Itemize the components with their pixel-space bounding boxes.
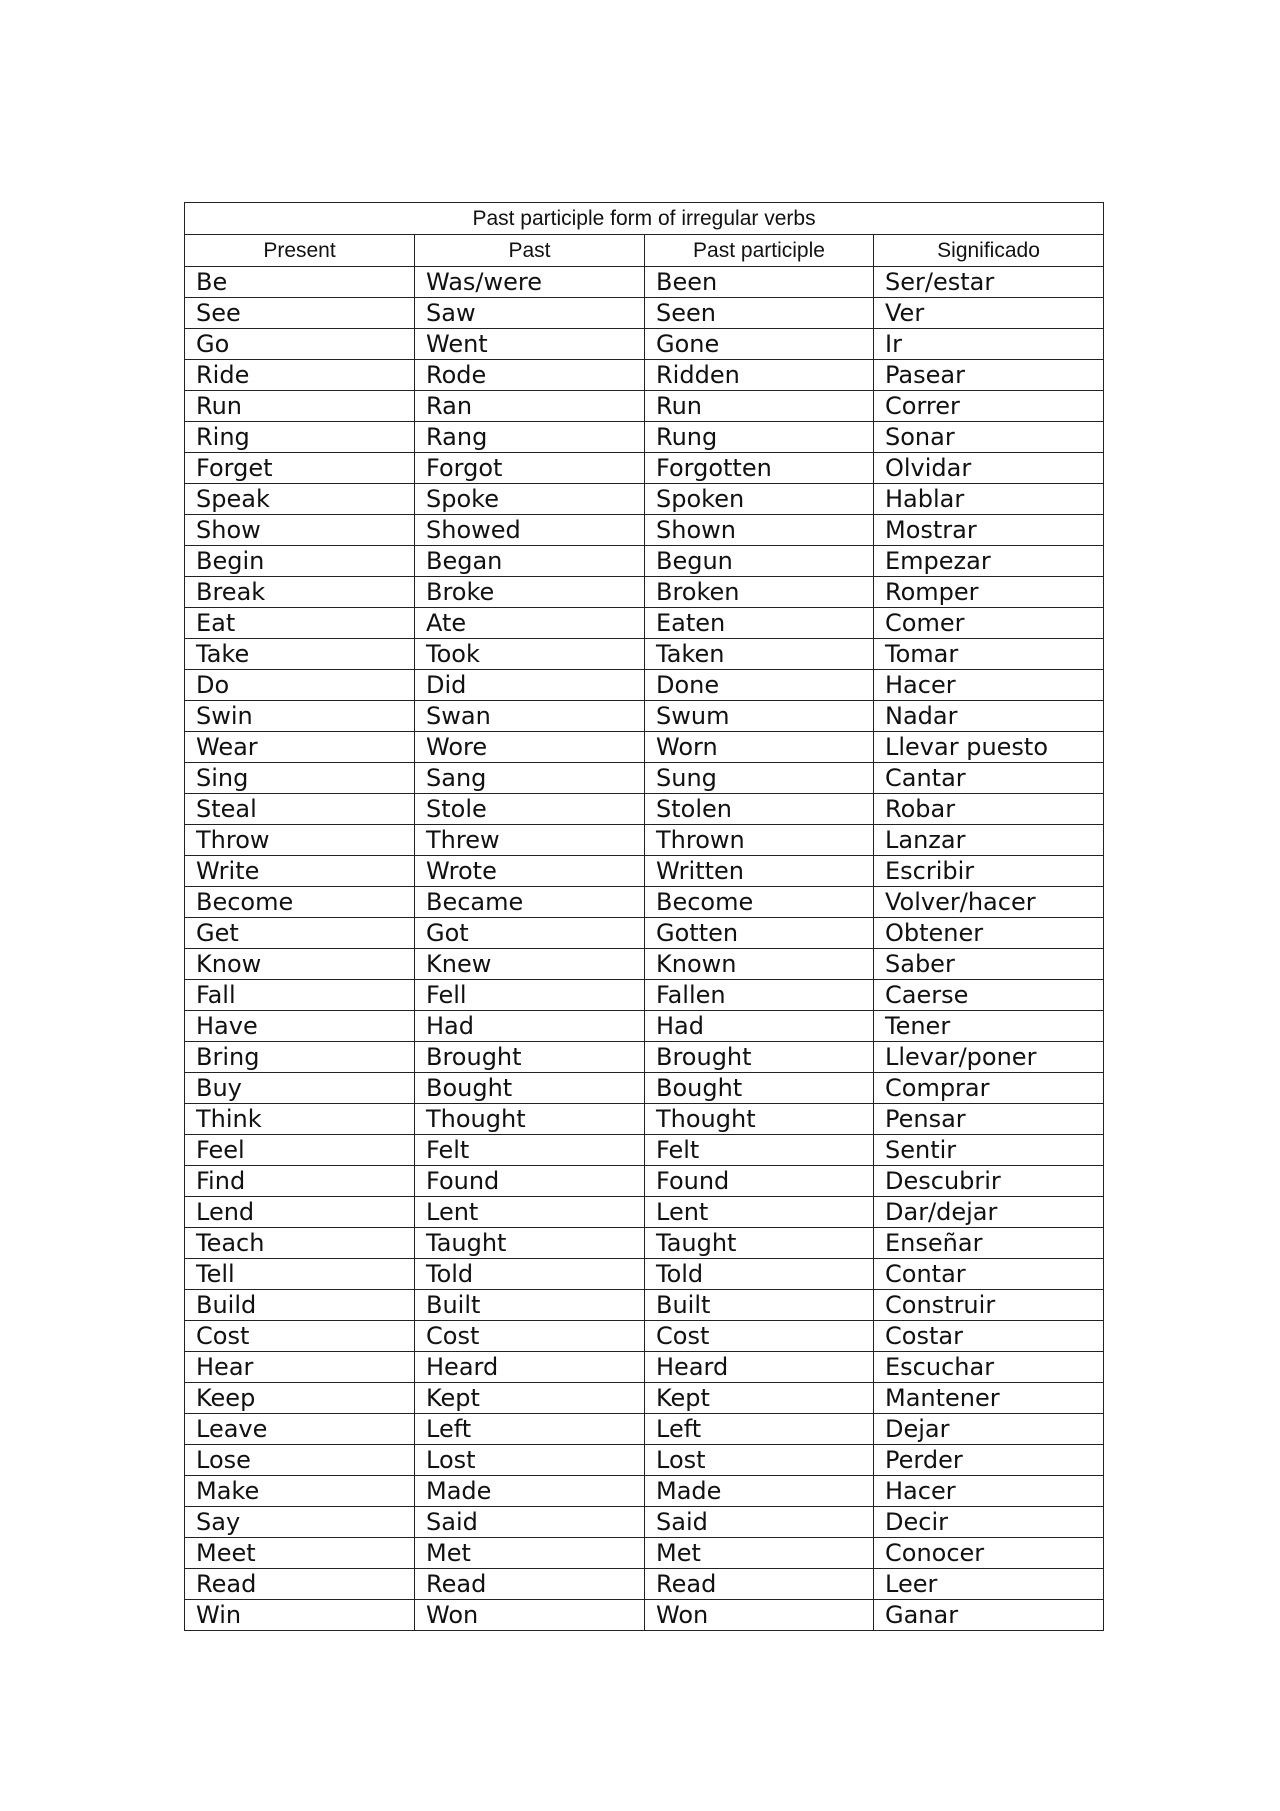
past-cell: Wrote [415, 856, 645, 887]
present-cell: Begin [185, 546, 415, 577]
significado-cell: Obtener [874, 918, 1104, 949]
past-cell: Began [415, 546, 645, 577]
past-cell: Found [415, 1166, 645, 1197]
past-cell: Ate [415, 608, 645, 639]
past-participle-cell: Run [645, 391, 874, 422]
table-body [185, 267, 1104, 1631]
present-cell: Feel [185, 1135, 415, 1166]
past-participle-cell: Kept [645, 1383, 874, 1414]
present-cell: Know [185, 949, 415, 980]
past-participle-cell: Swum [645, 701, 874, 732]
significado-cell: Mantener [874, 1383, 1104, 1414]
present-cell: Make [185, 1476, 415, 1507]
table-row [185, 1383, 1104, 1414]
past-participle-cell: Made [645, 1476, 874, 1507]
present-cell: Show [185, 515, 415, 546]
table-row [185, 1228, 1104, 1259]
significado-cell: Tener [874, 1011, 1104, 1042]
header-row [185, 235, 1104, 267]
table-row [185, 1321, 1104, 1352]
past-participle-cell: Spoken [645, 484, 874, 515]
past-cell: Told [415, 1259, 645, 1290]
past-participle-cell: Written [645, 856, 874, 887]
significado-cell: Pasear [874, 360, 1104, 391]
present-cell: Lend [185, 1197, 415, 1228]
past-cell: Cost [415, 1321, 645, 1352]
past-participle-cell: Gotten [645, 918, 874, 949]
past-cell: Showed [415, 515, 645, 546]
table-row [185, 360, 1104, 391]
past-participle-cell: Won [645, 1600, 874, 1631]
past-cell: Went [415, 329, 645, 360]
past-cell: Won [415, 1600, 645, 1631]
past-participle-cell: Lent [645, 1197, 874, 1228]
past-participle-cell: Thrown [645, 825, 874, 856]
present-cell: Keep [185, 1383, 415, 1414]
past-cell: Built [415, 1290, 645, 1321]
significado-cell: Robar [874, 794, 1104, 825]
past-participle-cell: Eaten [645, 608, 874, 639]
present-cell: Do [185, 670, 415, 701]
irregular-verbs-table [184, 202, 1104, 1631]
table-row [185, 980, 1104, 1011]
significado-cell: Ir [874, 329, 1104, 360]
past-cell: Was/were [415, 267, 645, 298]
present-cell: Say [185, 1507, 415, 1538]
past-cell: Brought [415, 1042, 645, 1073]
present-cell: Cost [185, 1321, 415, 1352]
significado-cell: Mostrar [874, 515, 1104, 546]
past-participle-cell: Known [645, 949, 874, 980]
present-cell: Hear [185, 1352, 415, 1383]
significado-cell: Leer [874, 1569, 1104, 1600]
significado-cell: Caerse [874, 980, 1104, 1011]
table-row [185, 515, 1104, 546]
past-cell: Got [415, 918, 645, 949]
table-row [185, 825, 1104, 856]
table-row [185, 422, 1104, 453]
past-participle-cell: Stolen [645, 794, 874, 825]
significado-cell: Hacer [874, 1476, 1104, 1507]
present-cell: Tell [185, 1259, 415, 1290]
table-row [185, 732, 1104, 763]
present-cell: Become [185, 887, 415, 918]
past-participle-cell: Told [645, 1259, 874, 1290]
present-cell: Ring [185, 422, 415, 453]
significado-cell: Conocer [874, 1538, 1104, 1569]
significado-cell: Decir [874, 1507, 1104, 1538]
table-row [185, 1197, 1104, 1228]
past-cell: Kept [415, 1383, 645, 1414]
present-cell: Bring [185, 1042, 415, 1073]
table-row [185, 608, 1104, 639]
present-cell: Ride [185, 360, 415, 391]
past-participle-cell: Forgotten [645, 453, 874, 484]
column-header-present: Present [185, 235, 415, 267]
table-row [185, 1073, 1104, 1104]
past-cell: Had [415, 1011, 645, 1042]
table-row [185, 1104, 1104, 1135]
past-cell: Taught [415, 1228, 645, 1259]
past-cell: Read [415, 1569, 645, 1600]
past-participle-cell: Sung [645, 763, 874, 794]
present-cell: Lose [185, 1445, 415, 1476]
column-header-past-participle: Past participle [645, 235, 874, 267]
present-cell: Break [185, 577, 415, 608]
significado-cell: Dejar [874, 1414, 1104, 1445]
table-row [185, 1352, 1104, 1383]
past-participle-cell: Cost [645, 1321, 874, 1352]
past-cell: Bought [415, 1073, 645, 1104]
present-cell: See [185, 298, 415, 329]
present-cell: Think [185, 1104, 415, 1135]
significado-cell: Comprar [874, 1073, 1104, 1104]
past-participle-cell: Done [645, 670, 874, 701]
past-cell: Thought [415, 1104, 645, 1135]
past-cell: Wore [415, 732, 645, 763]
table-row [185, 1507, 1104, 1538]
significado-cell: Sonar [874, 422, 1104, 453]
significado-cell: Pensar [874, 1104, 1104, 1135]
table-row [185, 918, 1104, 949]
past-participle-cell: Ridden [645, 360, 874, 391]
table-row [185, 391, 1104, 422]
past-cell: Became [415, 887, 645, 918]
past-cell: Did [415, 670, 645, 701]
table-row [185, 546, 1104, 577]
present-cell: Go [185, 329, 415, 360]
past-participle-cell: Heard [645, 1352, 874, 1383]
significado-cell: Construir [874, 1290, 1104, 1321]
past-cell: Said [415, 1507, 645, 1538]
past-participle-cell: Begun [645, 546, 874, 577]
table-row [185, 701, 1104, 732]
table-row [185, 1600, 1104, 1631]
significado-cell: Contar [874, 1259, 1104, 1290]
table-row [185, 856, 1104, 887]
table-row [185, 1538, 1104, 1569]
significado-cell: Romper [874, 577, 1104, 608]
present-cell: Meet [185, 1538, 415, 1569]
present-cell: Get [185, 918, 415, 949]
column-header-past: Past [415, 235, 645, 267]
significado-cell: Olvidar [874, 453, 1104, 484]
significado-cell: Tomar [874, 639, 1104, 670]
past-participle-cell: Taught [645, 1228, 874, 1259]
present-cell: Buy [185, 1073, 415, 1104]
significado-cell: Llevar/poner [874, 1042, 1104, 1073]
significado-cell: Costar [874, 1321, 1104, 1352]
present-cell: Take [185, 639, 415, 670]
past-cell: Fell [415, 980, 645, 1011]
past-participle-cell: Had [645, 1011, 874, 1042]
past-cell: Took [415, 639, 645, 670]
present-cell: Swin [185, 701, 415, 732]
significado-cell: Hablar [874, 484, 1104, 515]
significado-cell: Lanzar [874, 825, 1104, 856]
significado-cell: Correr [874, 391, 1104, 422]
significado-cell: Comer [874, 608, 1104, 639]
present-cell: Write [185, 856, 415, 887]
present-cell: Fall [185, 980, 415, 1011]
past-cell: Rode [415, 360, 645, 391]
past-participle-cell: Bought [645, 1073, 874, 1104]
past-cell: Spoke [415, 484, 645, 515]
table-row [185, 1259, 1104, 1290]
table-row [185, 1445, 1104, 1476]
past-participle-cell: Fallen [645, 980, 874, 1011]
present-cell: Build [185, 1290, 415, 1321]
present-cell: Speak [185, 484, 415, 515]
table-row [185, 1569, 1104, 1600]
past-participle-cell: Taken [645, 639, 874, 670]
table-row [185, 1011, 1104, 1042]
significado-cell: Saber [874, 949, 1104, 980]
significado-cell: Sentir [874, 1135, 1104, 1166]
significado-cell: Ver [874, 298, 1104, 329]
present-cell: Have [185, 1011, 415, 1042]
past-cell: Made [415, 1476, 645, 1507]
past-cell: Forgot [415, 453, 645, 484]
past-cell: Ran [415, 391, 645, 422]
past-participle-cell: Been [645, 267, 874, 298]
significado-cell: Escribir [874, 856, 1104, 887]
past-cell: Met [415, 1538, 645, 1569]
past-participle-cell: Found [645, 1166, 874, 1197]
significado-cell: Enseñar [874, 1228, 1104, 1259]
past-participle-cell: Left [645, 1414, 874, 1445]
table-title: Past participle form of irregular verbs [185, 203, 1104, 235]
past-participle-cell: Lost [645, 1445, 874, 1476]
present-cell: Leave [185, 1414, 415, 1445]
past-cell: Left [415, 1414, 645, 1445]
present-cell: Steal [185, 794, 415, 825]
past-cell: Knew [415, 949, 645, 980]
past-cell: Lent [415, 1197, 645, 1228]
past-cell: Felt [415, 1135, 645, 1166]
significado-cell: Ser/estar [874, 267, 1104, 298]
past-participle-cell: Worn [645, 732, 874, 763]
past-participle-cell: Built [645, 1290, 874, 1321]
past-participle-cell: Seen [645, 298, 874, 329]
table-row [185, 298, 1104, 329]
past-cell: Heard [415, 1352, 645, 1383]
significado-cell: Dar/dejar [874, 1197, 1104, 1228]
table-row [185, 1135, 1104, 1166]
present-cell: Win [185, 1600, 415, 1631]
significado-cell: Nadar [874, 701, 1104, 732]
table-row [185, 1166, 1104, 1197]
significado-cell: Volver/hacer [874, 887, 1104, 918]
past-participle-cell: Thought [645, 1104, 874, 1135]
past-cell: Lost [415, 1445, 645, 1476]
significado-cell: Hacer [874, 670, 1104, 701]
past-participle-cell: Broken [645, 577, 874, 608]
table-row [185, 1290, 1104, 1321]
present-cell: Run [185, 391, 415, 422]
significado-cell: Cantar [874, 763, 1104, 794]
past-participle-cell: Said [645, 1507, 874, 1538]
table-row [185, 484, 1104, 515]
table-row [185, 670, 1104, 701]
present-cell: Teach [185, 1228, 415, 1259]
present-cell: Sing [185, 763, 415, 794]
table-row [185, 329, 1104, 360]
significado-cell: Ganar [874, 1600, 1104, 1631]
past-cell: Stole [415, 794, 645, 825]
significado-cell: Llevar puesto [874, 732, 1104, 763]
present-cell: Throw [185, 825, 415, 856]
past-participle-cell: Felt [645, 1135, 874, 1166]
present-cell: Eat [185, 608, 415, 639]
column-header-significado: Significado [874, 235, 1104, 267]
significado-cell: Escuchar [874, 1352, 1104, 1383]
table-row [185, 577, 1104, 608]
past-participle-cell: Gone [645, 329, 874, 360]
present-cell: Find [185, 1166, 415, 1197]
past-participle-cell: Met [645, 1538, 874, 1569]
past-cell: Saw [415, 298, 645, 329]
past-participle-cell: Brought [645, 1042, 874, 1073]
table-row [185, 1476, 1104, 1507]
table-row [185, 949, 1104, 980]
table-row [185, 1042, 1104, 1073]
significado-cell: Perder [874, 1445, 1104, 1476]
table-row [185, 639, 1104, 670]
past-participle-cell: Shown [645, 515, 874, 546]
past-cell: Swan [415, 701, 645, 732]
table-row [185, 763, 1104, 794]
present-cell: Be [185, 267, 415, 298]
past-cell: Sang [415, 763, 645, 794]
table-row [185, 794, 1104, 825]
past-participle-cell: Become [645, 887, 874, 918]
past-cell: Threw [415, 825, 645, 856]
past-cell: Rang [415, 422, 645, 453]
table-row [185, 267, 1104, 298]
past-participle-cell: Rung [645, 422, 874, 453]
past-cell: Broke [415, 577, 645, 608]
present-cell: Forget [185, 453, 415, 484]
significado-cell: Empezar [874, 546, 1104, 577]
present-cell: Read [185, 1569, 415, 1600]
table-row [185, 887, 1104, 918]
significado-cell: Descubrir [874, 1166, 1104, 1197]
past-participle-cell: Read [645, 1569, 874, 1600]
title-row [185, 203, 1104, 235]
table-row [185, 1414, 1104, 1445]
present-cell: Wear [185, 732, 415, 763]
table-row [185, 453, 1104, 484]
